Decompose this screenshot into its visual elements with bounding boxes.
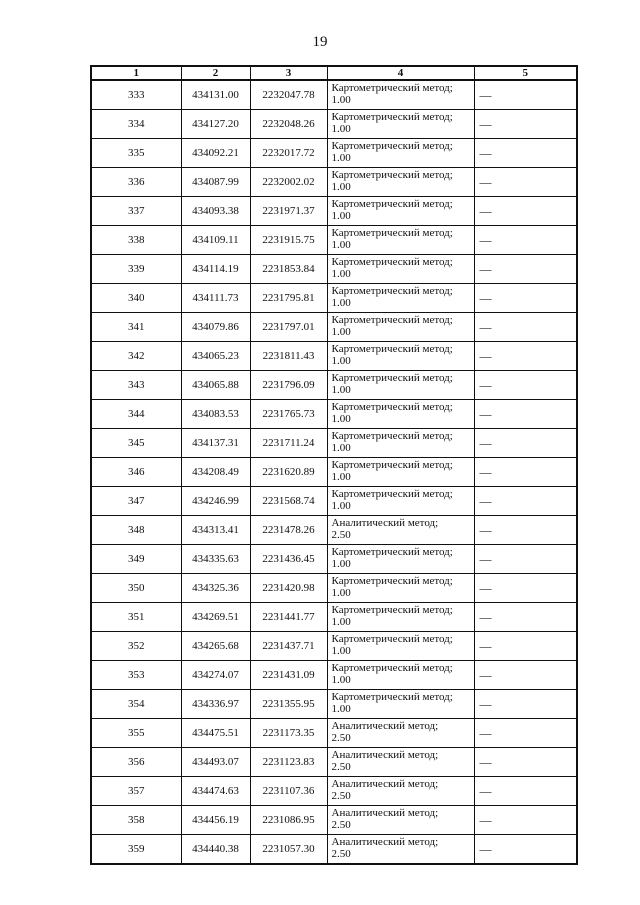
x-coordinate-cell: 434065.88 bbox=[181, 371, 250, 400]
x-coordinate-cell: 434493.07 bbox=[181, 748, 250, 777]
coordinates-table-container bbox=[90, 65, 576, 865]
method-accuracy: 1.00 bbox=[331, 645, 351, 657]
method-accuracy: 1.00 bbox=[331, 471, 351, 483]
point-number-cell: 354 bbox=[91, 690, 181, 719]
table-row bbox=[91, 458, 577, 487]
method-cell bbox=[327, 632, 474, 661]
y-coordinate-cell: 2231796.09 bbox=[250, 371, 327, 400]
note-cell: — bbox=[474, 487, 577, 516]
table-row bbox=[91, 487, 577, 516]
method-accuracy: 1.00 bbox=[331, 384, 351, 396]
y-coordinate-cell: 2231420.98 bbox=[250, 574, 327, 603]
method-cell bbox=[327, 139, 474, 168]
point-number-cell: 350 bbox=[91, 574, 181, 603]
x-coordinate-cell: 434274.07 bbox=[181, 661, 250, 690]
note-cell: — bbox=[474, 342, 577, 371]
note-cell: — bbox=[474, 545, 577, 574]
y-coordinate-cell: 2231437.71 bbox=[250, 632, 327, 661]
table-row bbox=[91, 661, 577, 690]
x-coordinate-cell: 434131.00 bbox=[181, 80, 250, 110]
note-cell: — bbox=[474, 690, 577, 719]
method-name: Картометрический метод; bbox=[331, 343, 453, 355]
method-cell bbox=[327, 168, 474, 197]
method-accuracy: 1.00 bbox=[331, 94, 351, 106]
x-coordinate-cell: 434440.38 bbox=[181, 835, 250, 865]
table-row bbox=[91, 545, 577, 574]
table-row bbox=[91, 429, 577, 458]
note-cell: — bbox=[474, 516, 577, 545]
method-accuracy: 2.50 bbox=[331, 790, 351, 802]
header-col-5: 5 bbox=[474, 66, 577, 80]
x-coordinate-cell: 434093.38 bbox=[181, 197, 250, 226]
method-accuracy: 1.00 bbox=[331, 181, 351, 193]
table-row bbox=[91, 226, 577, 255]
method-cell bbox=[327, 226, 474, 255]
x-coordinate-cell: 434083.53 bbox=[181, 400, 250, 429]
point-number-cell: 358 bbox=[91, 806, 181, 835]
point-number-cell: 356 bbox=[91, 748, 181, 777]
method-cell bbox=[327, 255, 474, 284]
header-col-4: 4 bbox=[327, 66, 474, 80]
method-cell bbox=[327, 371, 474, 400]
header-col-2: 2 bbox=[181, 66, 250, 80]
note-cell: — bbox=[474, 226, 577, 255]
method-cell bbox=[327, 284, 474, 313]
y-coordinate-cell: 2231915.75 bbox=[250, 226, 327, 255]
method-cell bbox=[327, 661, 474, 690]
point-number-cell: 337 bbox=[91, 197, 181, 226]
table-row bbox=[91, 400, 577, 429]
point-number-cell: 346 bbox=[91, 458, 181, 487]
note-cell: — bbox=[474, 806, 577, 835]
coordinates-table bbox=[90, 65, 578, 865]
method-name: Картометрический метод; bbox=[331, 111, 453, 123]
table-row bbox=[91, 777, 577, 806]
table-row bbox=[91, 197, 577, 226]
y-coordinate-cell: 2231971.37 bbox=[250, 197, 327, 226]
table-row bbox=[91, 690, 577, 719]
method-accuracy: 1.00 bbox=[331, 587, 351, 599]
method-accuracy: 1.00 bbox=[331, 239, 351, 251]
method-accuracy: 2.50 bbox=[331, 848, 351, 860]
table-row bbox=[91, 748, 577, 777]
note-cell: — bbox=[474, 110, 577, 139]
x-coordinate-cell: 434336.97 bbox=[181, 690, 250, 719]
y-coordinate-cell: 2232047.78 bbox=[250, 80, 327, 110]
y-coordinate-cell: 2231355.95 bbox=[250, 690, 327, 719]
note-cell: — bbox=[474, 168, 577, 197]
method-cell bbox=[327, 574, 474, 603]
method-name: Картометрический метод; bbox=[331, 633, 453, 645]
method-name: Картометрический метод; bbox=[331, 169, 453, 181]
method-cell bbox=[327, 545, 474, 574]
method-accuracy: 1.00 bbox=[331, 674, 351, 686]
method-cell bbox=[327, 516, 474, 545]
x-coordinate-cell: 434456.19 bbox=[181, 806, 250, 835]
table-row bbox=[91, 342, 577, 371]
x-coordinate-cell: 434474.63 bbox=[181, 777, 250, 806]
point-number-cell: 336 bbox=[91, 168, 181, 197]
x-coordinate-cell: 434269.51 bbox=[181, 603, 250, 632]
x-coordinate-cell: 434114.19 bbox=[181, 255, 250, 284]
y-coordinate-cell: 2232002.02 bbox=[250, 168, 327, 197]
table-row bbox=[91, 806, 577, 835]
method-name: Картометрический метод; bbox=[331, 604, 453, 616]
header-col-3: 3 bbox=[250, 66, 327, 80]
method-cell bbox=[327, 835, 474, 865]
table-row bbox=[91, 632, 577, 661]
method-name: Аналитический метод; bbox=[331, 517, 439, 529]
method-cell bbox=[327, 429, 474, 458]
method-accuracy: 2.50 bbox=[331, 529, 351, 541]
table-row bbox=[91, 835, 577, 865]
note-cell: — bbox=[474, 197, 577, 226]
table-row bbox=[91, 574, 577, 603]
point-number-cell: 348 bbox=[91, 516, 181, 545]
table-row bbox=[91, 313, 577, 342]
point-number-cell: 342 bbox=[91, 342, 181, 371]
y-coordinate-cell: 2231620.89 bbox=[250, 458, 327, 487]
note-cell: — bbox=[474, 458, 577, 487]
method-name: Аналитический метод; bbox=[331, 807, 439, 819]
table-header bbox=[91, 66, 577, 80]
method-accuracy: 1.00 bbox=[331, 616, 351, 628]
method-cell bbox=[327, 110, 474, 139]
x-coordinate-cell: 434079.86 bbox=[181, 313, 250, 342]
method-name: Аналитический метод; bbox=[331, 749, 439, 761]
table-body bbox=[91, 80, 577, 864]
method-cell bbox=[327, 806, 474, 835]
method-name: Картометрический метод; bbox=[331, 401, 453, 413]
method-name: Картометрический метод; bbox=[331, 314, 453, 326]
x-coordinate-cell: 434109.11 bbox=[181, 226, 250, 255]
method-accuracy: 1.00 bbox=[331, 326, 351, 338]
note-cell: — bbox=[474, 400, 577, 429]
method-accuracy: 2.50 bbox=[331, 732, 351, 744]
point-number-cell: 349 bbox=[91, 545, 181, 574]
note-cell: — bbox=[474, 632, 577, 661]
point-number-cell: 355 bbox=[91, 719, 181, 748]
method-name: Аналитический метод; bbox=[331, 778, 439, 790]
y-coordinate-cell: 2231431.09 bbox=[250, 661, 327, 690]
note-cell: — bbox=[474, 313, 577, 342]
method-accuracy: 2.50 bbox=[331, 761, 351, 773]
note-cell: — bbox=[474, 777, 577, 806]
method-name: Картометрический метод; bbox=[331, 488, 453, 500]
table-row bbox=[91, 139, 577, 168]
method-name: Картометрический метод; bbox=[331, 198, 453, 210]
point-number-cell: 343 bbox=[91, 371, 181, 400]
method-accuracy: 1.00 bbox=[331, 558, 351, 570]
note-cell: — bbox=[474, 429, 577, 458]
point-number-cell: 352 bbox=[91, 632, 181, 661]
y-coordinate-cell: 2231795.81 bbox=[250, 284, 327, 313]
note-cell: — bbox=[474, 80, 577, 110]
method-accuracy: 1.00 bbox=[331, 268, 351, 280]
header-col-1: 1 bbox=[91, 66, 181, 80]
method-cell bbox=[327, 342, 474, 371]
method-name: Картометрический метод; bbox=[331, 140, 453, 152]
y-coordinate-cell: 2231568.74 bbox=[250, 487, 327, 516]
x-coordinate-cell: 434111.73 bbox=[181, 284, 250, 313]
point-number-cell: 351 bbox=[91, 603, 181, 632]
table-row bbox=[91, 719, 577, 748]
x-coordinate-cell: 434313.41 bbox=[181, 516, 250, 545]
method-name: Картометрический метод; bbox=[331, 372, 453, 384]
method-name: Картометрический метод; bbox=[331, 575, 453, 587]
method-name: Картометрический метод; bbox=[331, 546, 453, 558]
method-cell bbox=[327, 400, 474, 429]
y-coordinate-cell: 2232048.26 bbox=[250, 110, 327, 139]
table-row bbox=[91, 284, 577, 313]
y-coordinate-cell: 2231811.43 bbox=[250, 342, 327, 371]
note-cell: — bbox=[474, 255, 577, 284]
point-number-cell: 334 bbox=[91, 110, 181, 139]
table-row bbox=[91, 168, 577, 197]
method-cell bbox=[327, 748, 474, 777]
x-coordinate-cell: 434265.68 bbox=[181, 632, 250, 661]
point-number-cell: 340 bbox=[91, 284, 181, 313]
method-name: Картометрический метод; bbox=[331, 256, 453, 268]
x-coordinate-cell: 434127.20 bbox=[181, 110, 250, 139]
method-cell bbox=[327, 197, 474, 226]
point-number-cell: 353 bbox=[91, 661, 181, 690]
method-cell bbox=[327, 690, 474, 719]
y-coordinate-cell: 2231853.84 bbox=[250, 255, 327, 284]
note-cell: — bbox=[474, 603, 577, 632]
method-accuracy: 1.00 bbox=[331, 703, 351, 715]
method-accuracy: 2.50 bbox=[331, 819, 351, 831]
method-accuracy: 1.00 bbox=[331, 500, 351, 512]
note-cell: — bbox=[474, 574, 577, 603]
note-cell: — bbox=[474, 371, 577, 400]
point-number-cell: 335 bbox=[91, 139, 181, 168]
method-name: Картометрический метод; bbox=[331, 227, 453, 239]
method-name: Картометрический метод; bbox=[331, 82, 453, 94]
note-cell: — bbox=[474, 748, 577, 777]
method-name: Картометрический метод; bbox=[331, 662, 453, 674]
method-accuracy: 1.00 bbox=[331, 152, 351, 164]
point-number-cell: 338 bbox=[91, 226, 181, 255]
x-coordinate-cell: 434137.31 bbox=[181, 429, 250, 458]
y-coordinate-cell: 2231436.45 bbox=[250, 545, 327, 574]
point-number-cell: 341 bbox=[91, 313, 181, 342]
x-coordinate-cell: 434092.21 bbox=[181, 139, 250, 168]
note-cell: — bbox=[474, 835, 577, 865]
x-coordinate-cell: 434246.99 bbox=[181, 487, 250, 516]
y-coordinate-cell: 2231441.77 bbox=[250, 603, 327, 632]
x-coordinate-cell: 434087.99 bbox=[181, 168, 250, 197]
method-accuracy: 1.00 bbox=[331, 442, 351, 454]
method-accuracy: 1.00 bbox=[331, 413, 351, 425]
header-row bbox=[91, 66, 577, 80]
note-cell: — bbox=[474, 139, 577, 168]
table-row bbox=[91, 603, 577, 632]
method-accuracy: 1.00 bbox=[331, 210, 351, 222]
x-coordinate-cell: 434335.63 bbox=[181, 545, 250, 574]
method-name: Аналитический метод; bbox=[331, 836, 439, 848]
method-accuracy: 1.00 bbox=[331, 123, 351, 135]
method-accuracy: 1.00 bbox=[331, 355, 351, 367]
point-number-cell: 359 bbox=[91, 835, 181, 865]
method-cell bbox=[327, 603, 474, 632]
method-cell bbox=[327, 458, 474, 487]
y-coordinate-cell: 2231711.24 bbox=[250, 429, 327, 458]
y-coordinate-cell: 2231797.01 bbox=[250, 313, 327, 342]
method-name: Аналитический метод; bbox=[331, 720, 439, 732]
x-coordinate-cell: 434325.36 bbox=[181, 574, 250, 603]
method-cell bbox=[327, 719, 474, 748]
method-cell bbox=[327, 487, 474, 516]
y-coordinate-cell: 2231478.26 bbox=[250, 516, 327, 545]
method-accuracy: 1.00 bbox=[331, 297, 351, 309]
note-cell: — bbox=[474, 719, 577, 748]
point-number-cell: 333 bbox=[91, 80, 181, 110]
y-coordinate-cell: 2231765.73 bbox=[250, 400, 327, 429]
x-coordinate-cell: 434475.51 bbox=[181, 719, 250, 748]
y-coordinate-cell: 2232017.72 bbox=[250, 139, 327, 168]
x-coordinate-cell: 434065.23 bbox=[181, 342, 250, 371]
x-coordinate-cell: 434208.49 bbox=[181, 458, 250, 487]
method-name: Картометрический метод; bbox=[331, 430, 453, 442]
note-cell: — bbox=[474, 661, 577, 690]
method-name: Картометрический метод; bbox=[331, 691, 453, 703]
y-coordinate-cell: 2231086.95 bbox=[250, 806, 327, 835]
table-row bbox=[91, 516, 577, 545]
table-row bbox=[91, 80, 577, 110]
table-row bbox=[91, 255, 577, 284]
point-number-cell: 344 bbox=[91, 400, 181, 429]
y-coordinate-cell: 2231057.30 bbox=[250, 835, 327, 865]
method-cell bbox=[327, 777, 474, 806]
point-number-cell: 339 bbox=[91, 255, 181, 284]
method-cell bbox=[327, 80, 474, 110]
y-coordinate-cell: 2231173.35 bbox=[250, 719, 327, 748]
table-row bbox=[91, 371, 577, 400]
method-name: Картометрический метод; bbox=[331, 285, 453, 297]
table-row bbox=[91, 110, 577, 139]
method-cell bbox=[327, 313, 474, 342]
method-name: Картометрический метод; bbox=[331, 459, 453, 471]
point-number-cell: 357 bbox=[91, 777, 181, 806]
y-coordinate-cell: 2231123.83 bbox=[250, 748, 327, 777]
y-coordinate-cell: 2231107.36 bbox=[250, 777, 327, 806]
point-number-cell: 345 bbox=[91, 429, 181, 458]
page-number: 19 bbox=[312, 34, 328, 50]
point-number-cell: 347 bbox=[91, 487, 181, 516]
note-cell: — bbox=[474, 284, 577, 313]
